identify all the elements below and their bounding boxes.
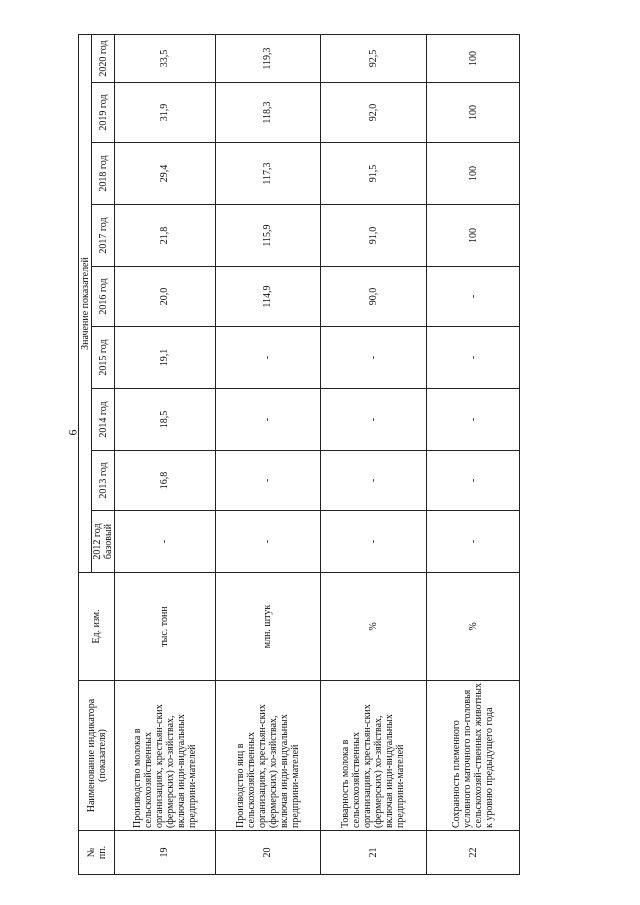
value-2018: 29,4 — [115, 143, 216, 205]
value-2016: 20,0 — [115, 267, 216, 327]
value-2019: 92,0 — [320, 83, 427, 143]
value-2012: - — [320, 511, 427, 573]
value-2013: - — [215, 451, 320, 511]
value-2018: 91,5 — [320, 143, 427, 205]
header-year-2014: 2014 год — [92, 389, 115, 451]
value-2017: 91,0 — [320, 205, 427, 267]
indicator-name: Сохранность племенного условного маточного по-головья сельскохозяй-ственных животных к уровню предыдущего года — [427, 681, 520, 831]
value-2012: - — [115, 511, 216, 573]
value-2016: 90,0 — [320, 267, 427, 327]
row-number: 22 — [427, 831, 520, 875]
header-values-group: Значение показателей — [79, 35, 92, 573]
header-unit: Ед. изм. — [79, 573, 115, 681]
value-2019: 100 — [427, 83, 520, 143]
unit-cell: % — [427, 573, 520, 681]
value-2013: - — [427, 451, 520, 511]
value-2015: - — [320, 327, 427, 389]
indicator-name: Товарность молока в сельскохозяйственных организациях, крестьян-ских (фермерских) хо-зяйствах, включая инди-видуальных предприни-мателей — [320, 681, 427, 831]
value-2018: 100 — [427, 143, 520, 205]
value-2017: 100 — [427, 205, 520, 267]
value-2016: - — [427, 267, 520, 327]
header-year-2016: 2016 год — [92, 267, 115, 327]
indicator-name: Производство яиц в сельскохозяйственных организациях, крестьян-ских (фермерских) хо-зяйствах, включая инди-видуальных предприни-мателей — [215, 681, 320, 831]
value-2014: - — [427, 389, 520, 451]
value-2019: 118,3 — [215, 83, 320, 143]
unit-cell: тыс. тонн — [115, 573, 216, 681]
table-row — [215, 35, 320, 875]
row-number: 20 — [215, 831, 320, 875]
indicator-name: Производство молока в сельскохозяйственных организациях, крестьян-ских (фермерских) хо-зяйствах, включая инди-видуальных предприни-мателей — [115, 681, 216, 831]
value-2015: - — [215, 327, 320, 389]
indicator-table-container — [78, 40, 520, 875]
table-row — [320, 35, 427, 875]
header-number: № пп. — [79, 831, 115, 875]
value-2015: - — [427, 327, 520, 389]
value-2020: 33,5 — [115, 35, 216, 83]
value-2017: 115,9 — [215, 205, 320, 267]
header-year-2020: 2020 год — [92, 35, 115, 83]
value-2012: - — [427, 511, 520, 573]
value-2014: - — [215, 389, 320, 451]
value-2013: 16,8 — [115, 451, 216, 511]
unit-cell: % — [320, 573, 427, 681]
header-name: Наименование индикатора (показателя) — [79, 681, 115, 831]
table-row — [115, 35, 216, 875]
header-year-2015: 2015 год — [92, 327, 115, 389]
value-2016: 114,9 — [215, 267, 320, 327]
header-year-2019: 2019 год — [92, 83, 115, 143]
unit-cell: млн. штук — [215, 573, 320, 681]
header-year-2018: 2018 год — [92, 143, 115, 205]
page-number: 6 — [65, 429, 80, 436]
value-2012: - — [215, 511, 320, 573]
value-2017: 21,8 — [115, 205, 216, 267]
table-row — [427, 35, 520, 875]
indicator-table — [78, 34, 520, 875]
header-year-2012: 2012 год базовый — [92, 511, 115, 573]
value-2014: - — [320, 389, 427, 451]
header-year-2017: 2017 год — [92, 205, 115, 267]
value-2014: 18,5 — [115, 389, 216, 451]
value-2018: 117,3 — [215, 143, 320, 205]
value-2015: 19,1 — [115, 327, 216, 389]
value-2020: 119,3 — [215, 35, 320, 83]
value-2013: - — [320, 451, 427, 511]
value-2019: 31,9 — [115, 83, 216, 143]
row-number: 21 — [320, 831, 427, 875]
value-2020: 92,5 — [320, 35, 427, 83]
row-number: 19 — [115, 831, 216, 875]
header-year-2013: 2013 год — [92, 451, 115, 511]
value-2020: 100 — [427, 35, 520, 83]
